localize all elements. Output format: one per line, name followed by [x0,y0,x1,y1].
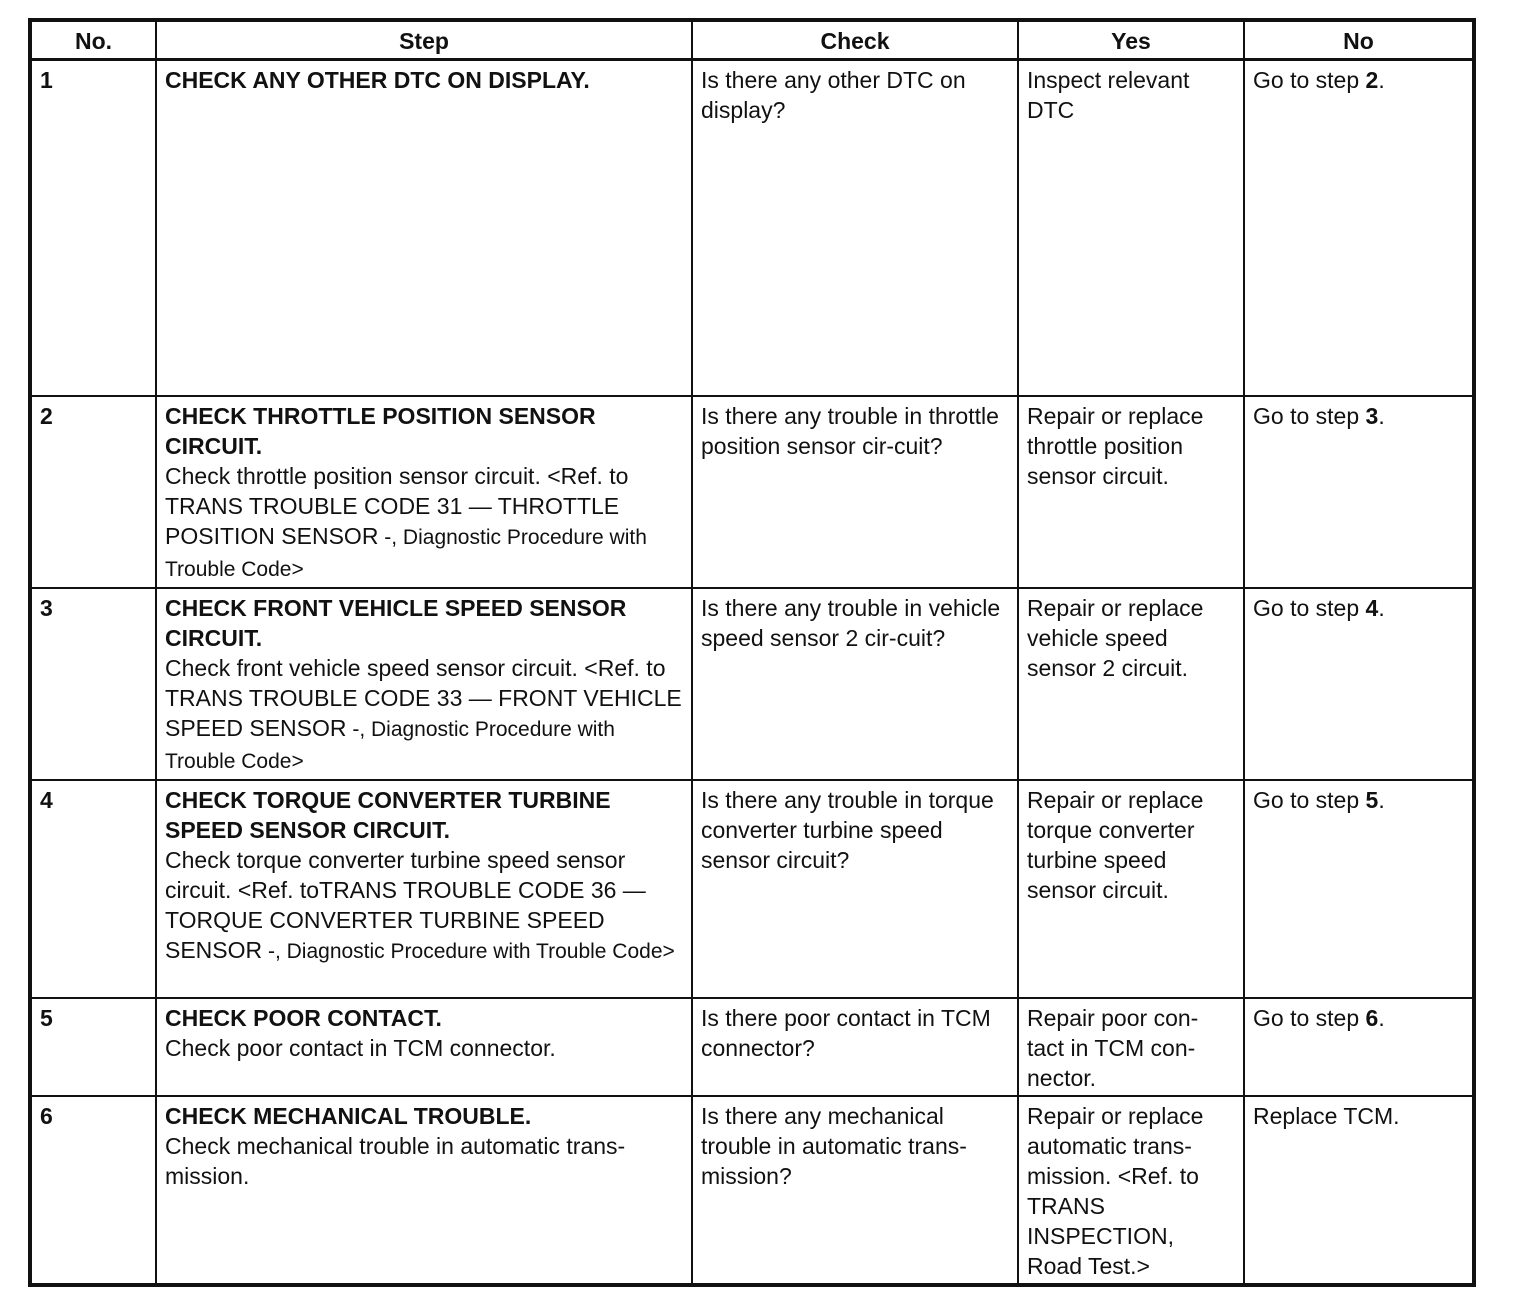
table-row [30,396,1474,588]
step-number: 5 [30,998,156,1096]
step-number: 4 [30,780,156,998]
no-suffix: . [1378,595,1385,621]
step-cell [156,1096,692,1285]
check-cell: Is there any trouble in vehicle speed sensor 2 cir-cuit? [692,588,1018,780]
step-description: Check torque converter turbine speed sensor circuit. <Ref. toTRANS TROUBLE CODE 36 — TORQUE CONVERTER TURBINE SPEED SENSOR [165,847,646,963]
step-description: Check mechanical trouble in automatic trans-mission. [165,1133,626,1189]
table-row [30,998,1474,1096]
header-yes: Yes [1018,20,1244,60]
table-row [30,780,1474,998]
step-cell [156,780,692,998]
no-suffix: . [1378,1005,1385,1031]
no-prefix: Go to step [1253,403,1366,429]
step-title: CHECK THROTTLE POSITION SENSOR CIRCUIT. [165,403,596,459]
goto-step: 4 [1365,595,1379,621]
check-cell: Is there poor contact in TCM connector? [692,998,1018,1096]
header-step: Step [156,20,692,60]
step-cell [156,998,692,1096]
step-cell [156,396,692,588]
header-no-result: No [1244,20,1474,60]
header-check: Check [692,20,1018,60]
goto-step: 5 [1365,787,1379,813]
step-number: 6 [30,1096,156,1285]
goto-step: 2 [1365,67,1379,93]
yes-cell: Repair or replace torque converter turbine speed sensor circuit. [1018,780,1244,998]
table-row [30,1096,1474,1285]
step-number: 3 [30,588,156,780]
no-cell [1244,588,1474,780]
no-cell [1244,780,1474,998]
check-cell: Is there any trouble in torque converter turbine speed sensor circuit? [692,780,1018,998]
no-suffix: . [1378,403,1385,429]
step-reference: -, Diagnostic Procedure with Trouble Code> [165,526,647,581]
no-cell [1244,60,1474,397]
check-cell: Is there any other DTC on display? [692,60,1018,397]
goto-step: 6 [1365,1005,1379,1031]
diagnostic-table [28,18,1476,1287]
check-cell: Is there any trouble in throttle position sensor cir-cuit? [692,396,1018,588]
step-description: Check throttle position sensor circuit. <Ref. to TRANS TROUBLE CODE 31 — THROTTLE POSITION SENSOR [165,463,629,549]
table-header-row [30,20,1474,60]
step-title: CHECK TORQUE CONVERTER TURBINE SPEED SENSOR CIRCUIT. [165,787,611,843]
no-cell [1244,1096,1474,1285]
no-suffix: . [1378,67,1385,93]
table-row [30,60,1474,397]
step-number: 1 [30,60,156,397]
step-cell [156,60,692,397]
yes-cell: Repair or replace throttle position sensor circuit. [1018,396,1244,588]
step-number: 2 [30,396,156,588]
no-prefix: Go to step [1253,787,1366,813]
step-cell [156,588,692,780]
no-prefix: Go to step [1253,595,1366,621]
check-cell: Is there any mechanical trouble in automatic trans-mission? [692,1096,1018,1285]
step-description: Check poor contact in TCM connector. [165,1035,556,1061]
step-reference: -, Diagnostic Procedure with Trouble Code> [165,718,615,773]
step-reference: -, Diagnostic Procedure with Trouble Code> [262,940,675,963]
yes-cell: Inspect relevant DTC [1018,60,1244,397]
yes-cell: Repair poor con-tact in TCM con-nector. [1018,998,1244,1096]
goto-step: 3 [1365,403,1379,429]
no-prefix: Go to step [1253,1005,1366,1031]
step-description: Check front vehicle speed sensor circuit. <Ref. to TRANS TROUBLE CODE 33 — FRONT VEHICLE SPEED SENSOR [165,655,682,741]
table-row [30,588,1474,780]
no-prefix: Go to step [1253,67,1366,93]
step-title: CHECK POOR CONTACT. [165,1005,442,1031]
step-title: CHECK MECHANICAL TROUBLE. [165,1103,532,1129]
no-prefix: Replace TCM. [1253,1103,1400,1129]
no-cell [1244,396,1474,588]
no-suffix: . [1378,787,1385,813]
no-cell [1244,998,1474,1096]
step-title: CHECK ANY OTHER DTC ON DISPLAY. [165,67,590,93]
yes-cell: Repair or replace automatic trans-mission. <Ref. to TRANS INSPECTION, Road Test.> [1018,1096,1244,1285]
header-no: No. [30,20,156,60]
yes-cell: Repair or replace vehicle speed sensor 2 circuit. [1018,588,1244,780]
step-title: CHECK FRONT VEHICLE SPEED SENSOR CIRCUIT. [165,595,627,651]
